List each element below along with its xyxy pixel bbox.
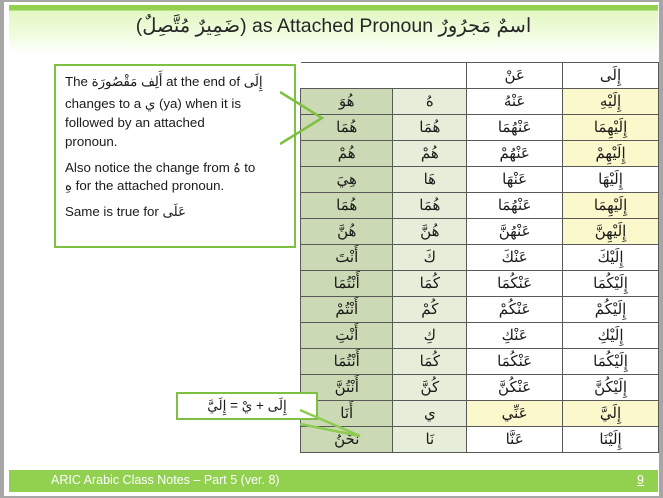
cell-an: عَنْكُمَا xyxy=(467,349,563,375)
cell-pronoun: أَنَا xyxy=(301,401,393,427)
callout-line-2 xyxy=(65,95,285,152)
table-row xyxy=(301,401,659,427)
page-title: اسمٌ مَجرُورٌ as Attached Pronoun (ضَمِيرٌ مُتَّصِلٌ) xyxy=(135,15,532,37)
table-row xyxy=(301,245,659,271)
cell-an: عَنْكُمْ xyxy=(467,297,563,323)
table-row xyxy=(301,271,659,297)
cell-ila: إِلَيْكِ xyxy=(563,323,659,349)
table-header-row xyxy=(301,63,659,89)
cell-ila: إِلَيْكَ xyxy=(563,245,659,271)
cell-an: عَنْهُنَّ xyxy=(467,219,563,245)
cell-suffix: نَا xyxy=(393,427,467,453)
cell-suffix: هَا xyxy=(393,167,467,193)
cell-pronoun: هُنَّ xyxy=(301,219,393,245)
cell-ila: إِلَيْهِنَّ xyxy=(563,219,659,245)
callout-line-2-text: changes to a ي (ya) when it is xyxy=(65,95,241,111)
callout-line-6-text: هِ for the attached pronoun. xyxy=(65,178,225,194)
cell-an: عَنْهَا xyxy=(467,167,563,193)
equation-callout-text: إِلَى + يْ = إِلَيَّ xyxy=(207,398,287,413)
cell-an: عَنْهُمَا xyxy=(467,193,563,219)
column-header-an: عَنْ xyxy=(467,63,563,89)
cell-suffix: هُمْ xyxy=(393,141,467,167)
attached-pronoun-table xyxy=(300,62,659,453)
cell-ila: إِلَيْهِ xyxy=(563,89,659,115)
table-row xyxy=(301,297,659,323)
table-row xyxy=(301,193,659,219)
callout-line-1 xyxy=(65,73,285,92)
slide-title-bar xyxy=(9,5,658,54)
cell-an: عَنَّا xyxy=(467,427,563,453)
column-header-ila: إِلَى xyxy=(563,63,659,89)
table-row xyxy=(301,219,659,245)
callout-line-7 xyxy=(65,203,285,222)
cell-suffix: كُمْ xyxy=(393,297,467,323)
slide-footer xyxy=(9,470,658,492)
cell-suffix: هُمَا xyxy=(393,115,467,141)
cell-suffix: هُمَا xyxy=(393,193,467,219)
cell-ila: إِلَيْكُمَا xyxy=(563,349,659,375)
cell-pronoun: هُمَا xyxy=(301,193,393,219)
cell-pronoun: أَنْتُمَا xyxy=(301,271,393,297)
cell-an: عَنْهُ xyxy=(467,89,563,115)
table-row xyxy=(301,115,659,141)
cell-an: عَنْهُمَا xyxy=(467,115,563,141)
callout-line-5-text: Also notice the change from هُ to xyxy=(65,159,256,175)
column-header-pronoun xyxy=(301,63,393,89)
cell-ila: إِلَيْكُمْ xyxy=(563,297,659,323)
cell-ila: إِلَيْكُمَا xyxy=(563,271,659,297)
cell-ila: إِلَيَّ xyxy=(563,401,659,427)
table-row xyxy=(301,427,659,453)
explanation-callout xyxy=(54,64,296,248)
page-number[interactable]: 9 xyxy=(637,473,644,487)
cell-pronoun: نَحْنُ xyxy=(301,427,393,453)
table-row xyxy=(301,349,659,375)
cell-pronoun: أَنْتُمَا xyxy=(301,349,393,375)
cell-suffix: كُمَا xyxy=(393,349,467,375)
column-header-suffix xyxy=(393,63,467,89)
table-row xyxy=(301,323,659,349)
cell-ila: إِلَيْهِمَا xyxy=(563,193,659,219)
cell-ila: إِلَيْكُنَّ xyxy=(563,375,659,401)
cell-pronoun: هُوَ xyxy=(301,89,393,115)
callout-line-7-text: Same is true for عَلَى xyxy=(65,204,186,220)
cell-an: عَنْهُمْ xyxy=(467,141,563,167)
cell-pronoun: هُمْ xyxy=(301,141,393,167)
cell-ila: إِلَيْهِمْ xyxy=(563,141,659,167)
table-row xyxy=(301,89,659,115)
table-row xyxy=(301,141,659,167)
cell-an: عَنْكُنَّ xyxy=(467,375,563,401)
callout-line-4-text: pronoun. xyxy=(65,133,118,149)
cell-suffix: هُ xyxy=(393,89,467,115)
cell-suffix: ي xyxy=(393,401,467,427)
cell-pronoun: أَنْتَ xyxy=(301,245,393,271)
cell-suffix: هُنَّ xyxy=(393,219,467,245)
callout-line-3-text: followed by an attached xyxy=(65,114,205,130)
cell-ila: إِلَيْهِمَا xyxy=(563,115,659,141)
cell-pronoun: هِيَ xyxy=(301,167,393,193)
cell-suffix: كَ xyxy=(393,245,467,271)
callout-line-1-text: The أَلِف مَقْصُورَة at the end of إِلَى xyxy=(65,74,263,89)
cell-an: عَنْكِ xyxy=(467,323,563,349)
cell-pronoun: أَنْتُمْ xyxy=(301,297,393,323)
footer-label: ARIC Arabic Class Notes – Part 5 (ver. 8) xyxy=(51,473,280,487)
cell-suffix: كُمَا xyxy=(393,271,467,297)
table-row xyxy=(301,375,659,401)
cell-an: عَنْكُمَا xyxy=(467,271,563,297)
cell-ila: إِلَيْنَا xyxy=(563,427,659,453)
cell-an: عَنْكَ xyxy=(467,245,563,271)
cell-suffix: كُنَّ xyxy=(393,375,467,401)
callout-line-5 xyxy=(65,159,285,197)
equation-callout xyxy=(176,392,318,420)
cell-ila: إِلَيْهَا xyxy=(563,167,659,193)
cell-pronoun: أَنْتِ xyxy=(301,323,393,349)
cell-pronoun: هُمَا xyxy=(301,115,393,141)
cell-an: عَنِّي xyxy=(467,401,563,427)
cell-suffix: كِ xyxy=(393,323,467,349)
table-row xyxy=(301,167,659,193)
cell-pronoun: أَنْتُنَّ xyxy=(301,375,393,401)
